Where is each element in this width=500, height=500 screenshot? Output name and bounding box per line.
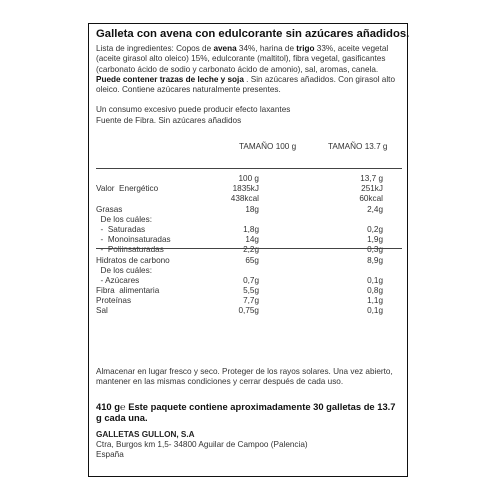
value-13-7g: 0,2g	[367, 224, 383, 234]
value-13-7g: 13,7 g	[360, 174, 383, 183]
value-13-7g: 1,1g	[367, 296, 383, 306]
table-row	[96, 215, 401, 225]
company-name: GALLETAS GULLON, S.A	[96, 430, 195, 439]
value-13-7g: 2,4g	[367, 204, 383, 214]
row-label: Sal	[96, 306, 108, 316]
row-label: - Monoinsaturadas	[96, 235, 171, 245]
value-100g: 1,8g	[243, 224, 259, 234]
col-header-13-7g: TAMAÑO 13.7 g	[328, 142, 388, 151]
ingredients-text-1: Lista de ingredientes: Copos de	[96, 44, 214, 53]
warning-fibra: Fuente de Fibra. Sin azúcares añadidos	[96, 115, 242, 125]
product-title: Galleta con avena con edulcorante sin azúcares añadidos.	[96, 28, 410, 40]
company-address: Ctra, Burgos km 1,5- 34800 Aguilar de Campoo (Palencia)	[96, 440, 308, 450]
nutrition-table	[96, 174, 401, 317]
allergen-trazas: Puede contener trazas de leche y soja	[96, 74, 244, 84]
row-label: De los cuáles:	[96, 214, 152, 224]
table-row	[96, 256, 401, 266]
value-100g: 14g	[245, 235, 259, 245]
row-label: - Poliinsaturadas	[96, 245, 164, 255]
row-label: Hidratos de carbono	[96, 255, 170, 265]
value-100g: 438kcal	[230, 194, 259, 204]
table-row	[96, 225, 401, 235]
table-divider-top	[96, 168, 402, 169]
value-13-7g: 60kcal	[359, 194, 383, 204]
value-100g: 18g	[245, 204, 259, 214]
table-divider-mid	[96, 248, 402, 249]
allergen-trigo: trigo	[296, 44, 315, 53]
value-100g: 5,5g	[243, 286, 259, 296]
value-13-7g: 251kJ	[361, 184, 383, 194]
warning-laxante: Un consumo excesivo puede producir efecto laxantes	[96, 105, 291, 115]
storage-instructions: Almacenar en lugar fresco y seco. Proteger de los rayos solares. Una vez abierto, mantener en las mismas condiciones y cerrar después de cada uso.	[96, 367, 393, 387]
value-100g: 2,2g	[243, 245, 259, 255]
table-row	[96, 276, 401, 286]
row-label: - Saturadas	[96, 224, 146, 234]
value-100g: 100 g	[238, 174, 259, 183]
row-label: Grasas	[96, 204, 123, 214]
company-country: España	[96, 450, 124, 460]
row-label: Fibra alimentaria	[96, 286, 160, 296]
table-row	[96, 235, 401, 245]
row-label: Proteínas	[96, 296, 132, 306]
table-row	[96, 266, 401, 276]
package-info: 410 g℮ Este paquete contiene aproximadamente 30 galletas de 13.7 g cada una.	[96, 401, 396, 424]
table-row	[96, 184, 401, 194]
value-13-7g: 0,1g	[367, 306, 383, 316]
row-label: De los cuáles:	[96, 265, 152, 275]
value-13-7g: 8,9g	[367, 255, 383, 265]
table-row	[96, 296, 401, 306]
nutrition-label-card	[88, 23, 408, 477]
value-13-7g: 1,9g	[367, 235, 383, 245]
ingredients-text-4: . Sin azúcares añadidos. Con girasol alto oleico. Contiene azúcares naturalmente presentes.	[96, 74, 396, 95]
value-100g: 1835kJ	[232, 184, 259, 194]
table-row	[96, 174, 401, 184]
value-100g: 65g	[245, 255, 259, 265]
table-row	[96, 286, 401, 296]
value-100g: 0,7g	[243, 275, 259, 285]
label-content	[96, 28, 410, 460]
company-info	[96, 430, 308, 461]
value-13-7g: 0,3g	[367, 245, 383, 255]
table-row	[96, 205, 401, 215]
table-row	[96, 306, 401, 316]
value-100g: 0,75g	[238, 306, 259, 316]
row-label: Valor Energético	[96, 184, 159, 194]
table-header	[96, 142, 401, 154]
col-header-100g: TAMAÑO 100 g	[239, 142, 297, 151]
ingredients-text-3: 33%, aceite vegetal (aceite girasol alto oleico) 15%, edulcorante (maltitol), fibra vegetal, gasificantes (carbonato ácido de sodio y carbonato ácido de amonio), sal, aromas, canela.	[96, 44, 389, 74]
warnings	[96, 105, 401, 125]
table-row	[96, 245, 401, 255]
value-13-7g: 0,1g	[367, 275, 383, 285]
value-100g: 7,7g	[243, 296, 259, 306]
value-13-7g: 0,8g	[367, 286, 383, 296]
ingredients-list	[96, 44, 401, 95]
allergen-avena: avena	[213, 44, 237, 53]
row-label: - Azúcares	[96, 275, 140, 285]
ingredients-text-2: 34%, harina de	[236, 44, 297, 53]
table-row	[96, 194, 401, 204]
